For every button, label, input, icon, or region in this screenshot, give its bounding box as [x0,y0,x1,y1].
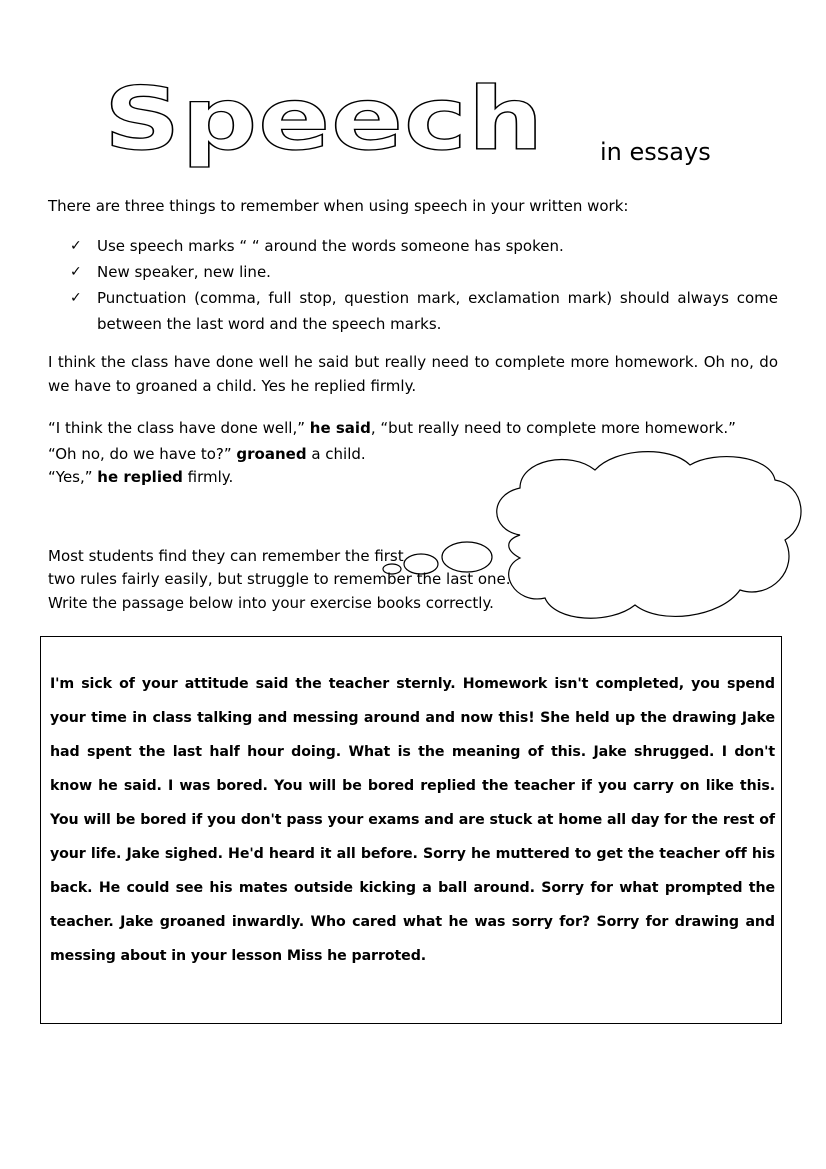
speech-text: “Yes,” [48,468,98,486]
exercise-box [40,636,782,1024]
list-item [70,259,778,285]
example-line: we have to groaned a child. Yes he replied firmly. [48,377,417,395]
tip-line-1: Most students find they can remember the first [48,547,404,565]
speech-text: “Oh no, do we have to?” [48,445,237,463]
rule-text: Use speech marks “ “ around the words someone has spoken. [97,237,564,255]
intro-text: There are three things to remember when using speech in your written work: [48,197,629,215]
checkmark-icon: ✓ [70,264,82,280]
speech-tag: he replied [97,468,183,486]
tip-line-3: Write the passage below into your exercise books correctly. [48,594,494,612]
speech-tag: he said [309,419,371,437]
page-title: Speech [104,68,545,170]
punctuated-line-2 [48,445,366,465]
speech-text: “I think the class have done well,” [48,419,310,437]
list-item [70,311,778,337]
speech-text: , “but really need to complete more homework.” [370,419,736,437]
tip-line-2: two rules fairly easily, but struggle to remember the last one. [48,570,511,588]
page-subtitle: in essays [600,138,711,166]
rule-text: New speaker, new line. [97,263,271,281]
list-item [70,233,778,259]
list-item [70,285,778,311]
rule-text: between the last word and the speech marks. [97,315,442,333]
rule-text: Punctuation (comma, full stop, question mark, exclamation mark) should always come [97,289,778,307]
exercise-passage: I'm sick of your attitude said the teacher sternly. Homework isn't completed, you spend your time in class talking and messing around and now this! She held up the drawing Jake had spent the last half hour doing. What is the meaning of this. Jake shrugged. I don't know he said. I was bored. You will be bored replied the teacher if you carry on like this. You will be bored if you don't pass your exams and are stuck at home all day for the rest of your life. Jake sighed. He'd heard it all before. Sorry he muttered to get the teacher off his back. He could see his mates outside kicking a ball around. Sorry for what prompted the teacher. Jake groaned inwardly. Who cared what he was sorry for? Sorry for drawing and messing about in your lesson Miss he parroted. [50,676,775,964]
speech-text: a child. [306,445,366,463]
checkmark-icon: ✓ [70,238,82,254]
speech-text: firmly. [182,468,234,486]
punctuated-line-1 [48,419,736,439]
rules-list [70,233,778,337]
unpunctuated-example [48,350,778,398]
checkmark-icon: ✓ [70,290,82,306]
example-line: I think the class have done well he said but really need to complete more homework. Oh no, do [48,353,778,371]
speech-tag: groaned [236,445,307,463]
punctuated-line-3 [48,468,233,488]
